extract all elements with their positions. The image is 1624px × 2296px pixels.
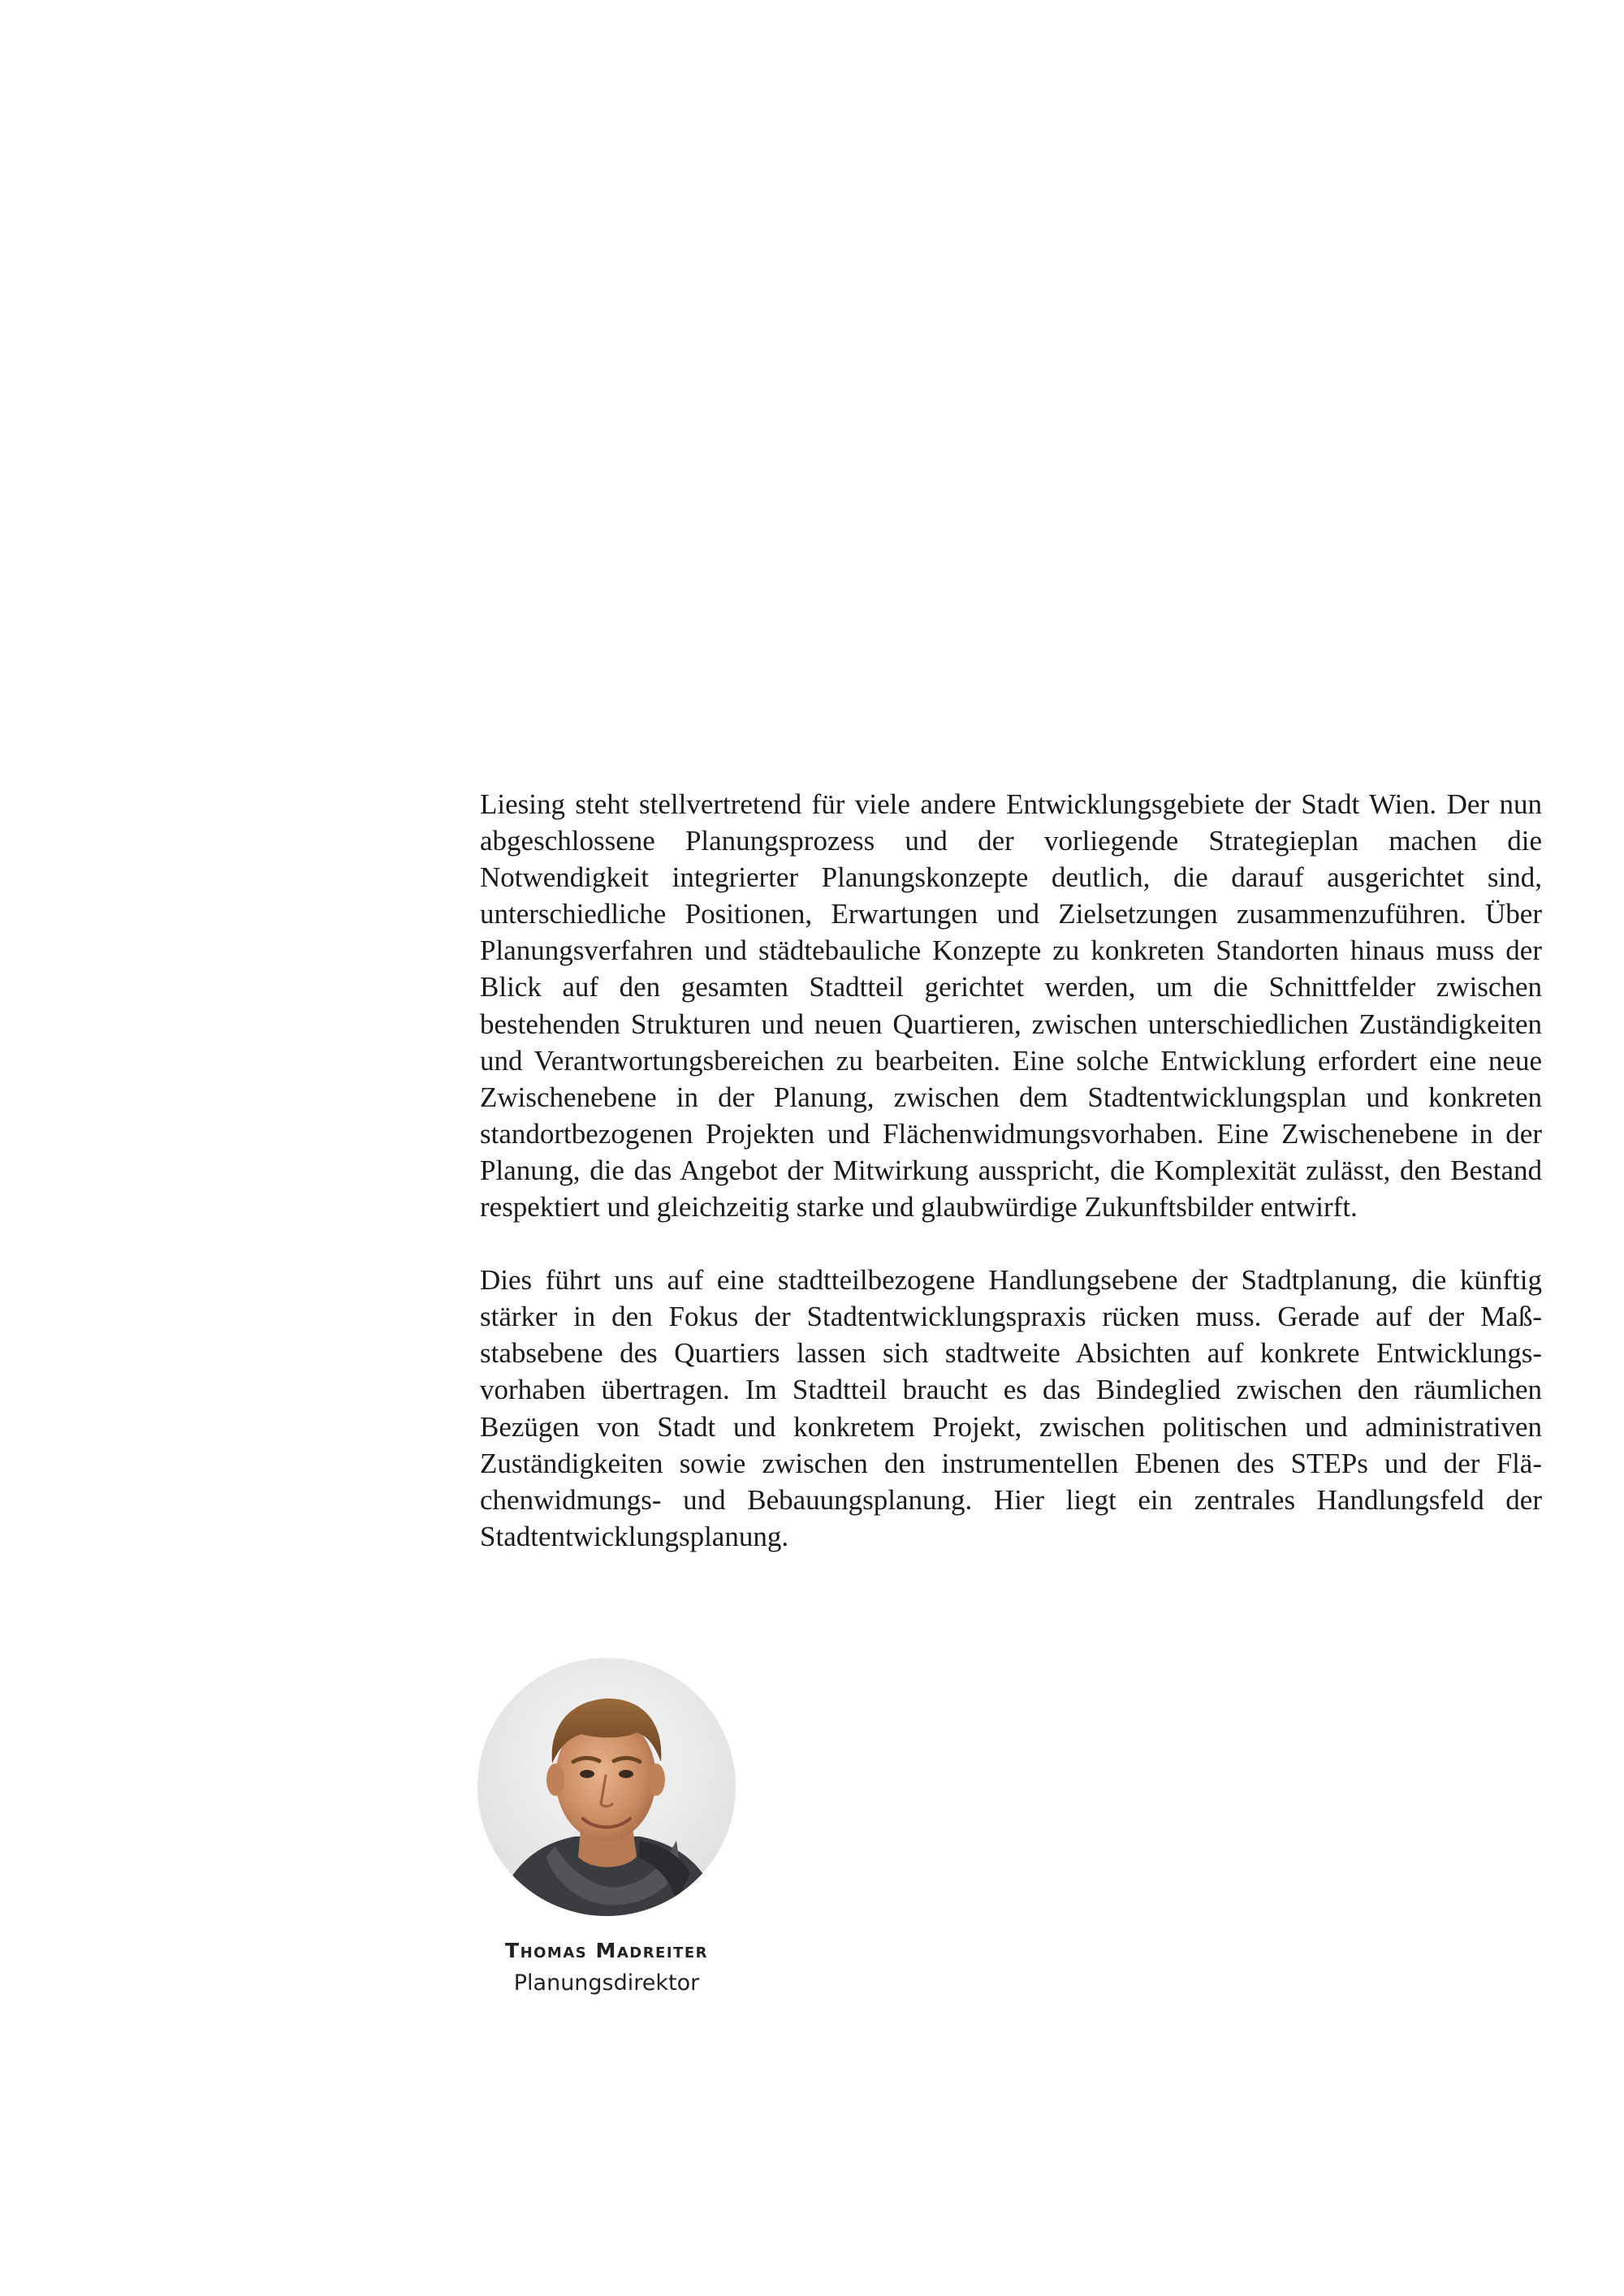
author-name: Thomas Madreiter: [505, 1939, 708, 1962]
author-portrait: [477, 1658, 736, 1916]
paragraph-intro: Liesing steht stellvertretend für viele andere Entwicklungsgebiete der Stadt Wien. Der nun abgeschlossene Planungsprozess und der vorliegende Strategieplan machen die Notwendigkeit integrierter Planungskonzepte deutlich, die darauf ausgerichtet sind, unterschiedliche Positionen, Erwartungen und Zielsetzungen zusammenzuführen. Über Planungsverfahren und städtebauliche Konzepte zu konkreten Standorten hinaus muss der Blick auf den gesamten Stadtteil gerichtet werden, um die Schnittfelder zwischen bestehenden Strukturen und neuen Quartieren, zwischen unterschiedlichen Zuständigkeiten und Verantwortungsbereichen zu bearbeiten. Eine solche Entwicklung erfordert eine neue Zwischenebene in der Planung, zwischen dem Stadtentwicklungsplan und konkreten standortbezogenen Projekten und Flächenwidmungsvorhaben. Eine Zwischenebene in der Planung, die das Angebot der Mitwirkung ausspricht, die Komplexität zulässt, den Bestand respektiert und gleichzeitig starke und glaubwürdige Zukunftsbilder entwirft.: [480, 788, 1542, 1224]
body-text: [480, 786, 1542, 1555]
author-role: Planungsdirektor: [513, 1970, 700, 1996]
author-block: [476, 1658, 737, 1996]
paragraph-action-level: Dies führt uns auf eine stadtteilbezogene Handlungsebene der Stadtplanung, die künftig stärker in den Fokus der Stadtentwicklungspraxis rücken muss. Gerade auf der Maßstabsebene des Quartiers lassen sich stadtweite Absichten auf konkrete Entwicklungsvorhaben übertragen. Im Stadtteil braucht es das Bindeglied zwischen den räumlichen Bezügen von Stadt und konkretem Projekt, zwischen politischen und administrativen Zuständigkeiten sowie zwischen den instrumentellen Ebenen des STEPs und der Flächenwidmungs- und Bebauungsplanung. Hier liegt ein zentrales Handlungsfeld der Stadtentwicklungsplanung.: [480, 1264, 1542, 1552]
